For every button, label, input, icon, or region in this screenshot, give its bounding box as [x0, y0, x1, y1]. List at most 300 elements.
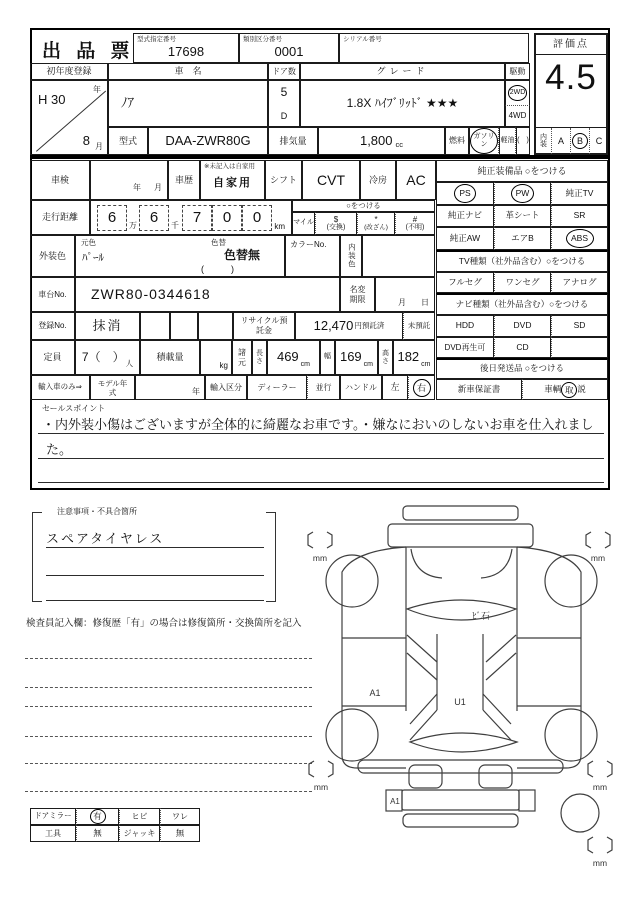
class-number-value: 0001: [274, 43, 304, 59]
first-reg-year-suffix: 年: [93, 85, 101, 94]
sales-point-line3: [38, 463, 604, 483]
pillar-rear-left: [410, 694, 437, 740]
notes-text1: スペアタイヤレス: [46, 531, 165, 546]
equip-navi: 純正ナビ: [447, 210, 482, 221]
chassis-no-label: 車台No.: [38, 289, 67, 299]
handle-right-cell: [408, 375, 435, 400]
fuel-other-cell: [516, 127, 530, 155]
rear-lamp-right: [479, 765, 512, 788]
mileage-digit-box: [212, 205, 242, 231]
mileage-cell: [90, 200, 292, 235]
drive-header: [505, 63, 530, 80]
equip-pw-cell: [494, 182, 551, 205]
mileage-d1: 6: [107, 209, 117, 227]
doors-value: 5: [280, 85, 288, 99]
navi-dvdplay-cell: [436, 337, 494, 358]
equip-navi-cell: [436, 205, 494, 227]
spec-header: [232, 340, 252, 375]
length-value: 469: [276, 349, 299, 365]
cooling-cell: [396, 160, 436, 200]
first-reg-label: 初年度登録: [46, 66, 92, 77]
interior-grade-b: [570, 128, 589, 154]
tv-type-header: [436, 250, 608, 272]
notes-bracket-left: [32, 512, 42, 602]
history-label: 車歴: [174, 174, 193, 185]
navi-blank-cell: [551, 337, 608, 358]
grade-label: グレード: [376, 66, 429, 77]
inspector-line: [25, 687, 312, 688]
drive-label: 駆動: [509, 66, 526, 76]
tools-label-cell: [30, 825, 76, 842]
recycle-cell: [295, 312, 403, 340]
handle-right-selected: 右: [413, 379, 431, 397]
shift-header: [265, 160, 302, 200]
spare-tire: [561, 794, 599, 832]
reg-no-label: 登録No.: [38, 321, 67, 331]
fuel-gasoline-selected: ガソリン: [470, 128, 498, 154]
rating-label: 評価点: [553, 38, 589, 50]
navi-type-header: [436, 293, 608, 315]
first-reg-era: H 30: [38, 92, 66, 107]
drive-4wd-cell: [505, 106, 530, 127]
mileage-label: 走行距離: [41, 212, 78, 223]
type-number-box: [133, 33, 239, 63]
reg-blank-cell: [140, 312, 170, 340]
recycle-header: [233, 312, 295, 340]
interior-label-cell: [536, 128, 551, 154]
mm-bracket-bottom-right: [588, 761, 612, 792]
sales-point-label: セールスポイント: [42, 404, 106, 413]
recycle-amount: 12,470: [313, 317, 354, 333]
length-cell: [267, 340, 320, 375]
reg-no-value: 抹消: [92, 317, 123, 333]
equip-header: [436, 160, 608, 182]
tv-analog: アナログ: [562, 276, 597, 287]
wiper-right: [481, 549, 512, 578]
sales-point-line2: [38, 439, 604, 459]
tools-value-cell: [76, 825, 119, 842]
model-code-cell: [148, 127, 268, 155]
mirror-label-cell: [30, 808, 76, 825]
color-change-label: 色替: [211, 238, 226, 247]
door-mirror-selected: 有: [90, 809, 106, 824]
mirror-hibi-cell: [119, 808, 160, 825]
drive-4wd: 4WD: [508, 111, 527, 121]
pillar-front-left: [407, 635, 437, 680]
first-reg-header: [30, 63, 108, 80]
warranty-book: 新車保証書: [457, 383, 501, 394]
mm-bracket-top-right: [586, 532, 610, 563]
class-number-label: 類別区分番号: [243, 36, 282, 43]
equip-sr: SR: [573, 210, 586, 221]
mirror-value-cell: [76, 808, 119, 825]
height-cell: [393, 340, 435, 375]
import-parallel-cell: [307, 375, 340, 400]
height-value: 182: [397, 349, 420, 365]
mileage-man: 万: [129, 220, 137, 230]
sales-point-line1: [38, 414, 604, 434]
mileage-dollar-cell: [315, 212, 357, 235]
notes-bracket-right: [266, 512, 276, 602]
hash-option-sub: (不明): [405, 224, 425, 232]
load-label: 積載量: [156, 352, 184, 363]
interior-a: A: [557, 135, 564, 146]
serial-number-label: シリアル番号: [343, 36, 382, 43]
navi-sd: SD: [573, 320, 586, 331]
mileage-digit-box: [97, 205, 127, 231]
tools-label: 工具: [45, 828, 61, 838]
svg-text:mm: mm: [590, 553, 606, 563]
history-cell: [200, 160, 265, 200]
navi-cd: CD: [516, 341, 529, 352]
rear-right-wheel: [545, 709, 597, 761]
recycle-alt: 未預託: [407, 320, 431, 330]
width-cell: [335, 340, 378, 375]
base-color-label: 元色: [81, 238, 96, 247]
type-number-value: 17698: [167, 43, 205, 59]
mm-bracket-top-left: [308, 532, 332, 563]
rear-bumper: [402, 790, 519, 810]
interior-color-cell: [362, 235, 435, 277]
chassis-no-cell: [75, 277, 340, 312]
jack-value: 無: [175, 827, 185, 838]
length-header: [252, 340, 267, 375]
width-unit: cm: [363, 360, 374, 368]
length-unit: cm: [300, 360, 311, 368]
model-year-cell: [135, 375, 205, 400]
svg-text:mm: mm: [312, 553, 328, 563]
interior-grade-c: [589, 128, 608, 154]
equip-leather-cell: [494, 205, 551, 227]
rear-lower-bar: [403, 814, 518, 827]
rear-band: [358, 760, 563, 773]
shaken-year-suffix: 年: [133, 182, 141, 192]
mileage-header: [30, 200, 90, 235]
name-change-day: 日: [421, 297, 429, 307]
doors-header: [268, 63, 300, 80]
rear-left-wheel: [326, 709, 378, 761]
import-only-header: [30, 375, 90, 400]
manual-circled: 取: [561, 382, 577, 398]
roof-front-bar: [403, 506, 518, 520]
cooling-label: 冷房: [368, 174, 387, 185]
shaken-month-suffix: 月: [154, 182, 162, 192]
handle-left: 左: [390, 382, 400, 393]
grade-header: [300, 63, 505, 80]
cooling-value: AC: [406, 171, 426, 188]
mile-option: マイル: [293, 219, 314, 227]
rear-bumper-cap-right: [519, 790, 535, 811]
windshield: [407, 600, 516, 620]
svg-text:mm: mm: [592, 782, 608, 792]
navi-type-label: ナビ種類（社外品含む）○をつける: [455, 298, 589, 309]
equip-abs-selected: ABS: [566, 229, 594, 248]
door-mirror-label: ドアミラー: [34, 811, 72, 821]
height-header: [378, 340, 393, 375]
interior-color-header: [340, 235, 362, 277]
equip-aw: 純正AW: [449, 232, 481, 243]
shaken-label: 車検: [50, 174, 69, 185]
car-name-label: 車 名: [174, 66, 202, 77]
equip-ps-selected: PS: [454, 184, 476, 203]
jack-label: ジャッキ: [123, 828, 156, 838]
page-title: 出 品 票: [42, 41, 135, 62]
equip-aw-cell: [436, 227, 494, 250]
reg-blank-cell: [170, 312, 198, 340]
import-only-label: 輸入車のみ⇒: [38, 382, 82, 392]
first-reg-month: 8: [82, 133, 90, 149]
model-code-header: [108, 127, 148, 155]
navi-hdd: HDD: [455, 320, 475, 331]
name-change-header: [340, 277, 375, 312]
displacement-header: [268, 127, 318, 155]
handle-header: [340, 375, 382, 400]
inspector-line: [25, 763, 312, 764]
mileage-mark-strip: [292, 200, 435, 212]
displacement-value: 1,800: [359, 132, 393, 148]
mm-bracket-spare: [588, 837, 612, 868]
warranty-cell: [436, 379, 522, 400]
mileage-digit-box: [139, 205, 169, 231]
break-label: ワレ: [172, 811, 188, 821]
fuel-other: ( ): [517, 136, 529, 144]
height-label: 高さ: [382, 349, 389, 365]
svg-text:mm: mm: [313, 782, 329, 792]
fuel-gasoline-cell: [469, 127, 499, 155]
front-left-wheel: [326, 555, 378, 607]
inspector-line: [25, 791, 312, 792]
equip-header-label: 純正装備品 ○をつける: [477, 165, 567, 176]
load-unit: kg: [219, 360, 228, 370]
interior-label: 内装: [540, 133, 547, 148]
width-header: [320, 340, 335, 375]
left-side-panel: [342, 547, 406, 768]
name-change-cell: [375, 277, 435, 312]
exterior-color-cell: [75, 235, 285, 277]
history-value: 自家用: [213, 177, 252, 190]
navi-dvd-cell: [494, 315, 551, 337]
equip-ps-cell: [436, 182, 494, 205]
exterior-color-header: [30, 235, 75, 277]
car-name-cell: [108, 80, 268, 127]
capacity-value: 7（ ）: [81, 349, 125, 364]
color-no-label: カラーNo.: [290, 240, 327, 249]
shaken-header: [30, 160, 90, 200]
right-door-lines: [517, 638, 581, 706]
tv-fullseg: フルセグ: [448, 276, 482, 287]
class-number-box: [239, 33, 339, 63]
parallel-option: 並行: [315, 382, 332, 392]
crack-label: ヒビ: [131, 811, 148, 821]
tv-full-cell: [436, 272, 494, 293]
shift-value: CVT: [317, 171, 345, 188]
base-color-value: ﾊﾟｰﾙ: [82, 252, 104, 264]
windshield-damage-mark: ﾋﾞ石: [471, 611, 491, 621]
length-label: 長さ: [256, 349, 263, 365]
capacity-label: 定員: [43, 352, 62, 363]
cooling-header: [360, 160, 396, 200]
shift-cell: [302, 160, 360, 200]
mileage-d4: 0: [222, 209, 232, 227]
model-year-label: モデル年式: [97, 378, 128, 397]
jack-label-cell: [119, 825, 160, 842]
inspector-line: [25, 736, 312, 737]
interior-c: C: [595, 135, 603, 146]
reg-blank-cell: [198, 312, 233, 340]
tools-value: 無: [93, 827, 102, 838]
tv-one-cell: [494, 272, 551, 293]
notes-label: 注意事項・不具合箇所: [54, 506, 140, 517]
width-label: 幅: [324, 353, 331, 361]
sales-point-text2: た。: [46, 442, 73, 457]
notes-line1: [46, 526, 264, 548]
navi-sd-cell: [551, 315, 608, 337]
tv-type-label: TV種類（社外品含む）○をつける: [458, 255, 586, 266]
import-dealer-cell: [247, 375, 307, 400]
load-cell: [200, 340, 232, 375]
chassis-no-value: ZWR80-0344618: [91, 286, 211, 303]
interior-b-circled: B: [572, 133, 588, 149]
navi-dvdplay: DVD再生可: [444, 342, 486, 352]
grade-value: 1.8X ﾊｲﾌﾞﾘｯﾄﾞ ★★★: [346, 95, 459, 110]
model-year-suffix: 年: [192, 386, 200, 396]
history-note: ※未記入は自家用: [204, 163, 255, 170]
handle-label: ハンドル: [345, 382, 377, 392]
notes-line3: [46, 579, 264, 601]
rating-score: 4.5: [545, 58, 597, 97]
dollar-option: $: [333, 214, 339, 224]
equip-pw-selected: PW: [511, 184, 534, 203]
right-side-panel: [517, 547, 581, 768]
mileage-d5: 0: [252, 209, 262, 227]
star-option: *: [374, 215, 378, 225]
displacement-label: 排気量: [279, 135, 307, 146]
equip-sr-cell: [551, 205, 608, 227]
front-bumper: [388, 524, 533, 547]
doors-sub-value: D: [280, 110, 288, 121]
manual-cell: [522, 379, 608, 400]
shift-label: シフト: [269, 174, 297, 185]
mirror-ware-cell: [160, 808, 200, 825]
navi-cd-cell: [494, 337, 551, 358]
fuel-label: 燃料: [449, 136, 465, 146]
mileage-d3: 7: [192, 209, 202, 227]
mileage-mile-cell: [292, 212, 315, 235]
manual-post: 説: [577, 383, 586, 394]
rating-header: [534, 33, 608, 55]
inspector-line: [25, 658, 312, 659]
floor-damage-mark: U1: [454, 697, 466, 707]
drive-2wd-selected: 2WD: [508, 85, 528, 101]
handle-left-cell: [382, 375, 408, 400]
dealer-option: ディーラー: [257, 382, 297, 392]
mileage-unit: km: [274, 221, 285, 231]
equip-tv: 純正TV: [565, 187, 594, 198]
later-ship-label: 後日発送品 ○をつける: [480, 363, 564, 374]
equip-tv-cell: [551, 182, 608, 205]
spec-label: 諸元: [238, 347, 246, 367]
capacity-unit: 人: [125, 359, 134, 369]
fuel-header: [445, 127, 469, 155]
mileage-star-cell: [357, 212, 395, 235]
color-change-value: 色替無: [224, 248, 261, 262]
front-right-wheel: [545, 555, 597, 607]
shaken-cell: [90, 160, 168, 200]
exterior-color-label: 外装色: [38, 250, 66, 261]
equip-leather: 革シート: [505, 210, 540, 221]
name-change-month: 月: [398, 297, 406, 307]
notes-line2: [46, 554, 264, 576]
manual-pre: 車輌: [544, 383, 562, 394]
interior-grade-a: [551, 128, 570, 154]
car-name-value: ﾉｱ: [121, 95, 134, 111]
history-header: [168, 160, 200, 200]
inspector-label: 検査員記入欄：修復歴「有」の場合は修復箇所・交換箇所を記入: [26, 618, 302, 629]
model-code-value: DAA-ZWR80G: [165, 132, 251, 148]
car-name-header: [108, 63, 268, 80]
pillar-rear-right: [483, 694, 511, 740]
car-damage-diagram: [295, 498, 630, 893]
equip-airb: エアB: [511, 232, 534, 243]
navi-hdd-cell: [436, 315, 494, 337]
svg-text:mm: mm: [592, 858, 608, 868]
jack-value-cell: [160, 825, 200, 842]
doors-label: ドア数: [272, 66, 296, 76]
section-divider: [30, 155, 610, 159]
capacity-header: [30, 340, 75, 375]
mm-bracket-bottom-left: [309, 761, 333, 792]
reg-no-cell: [75, 312, 140, 340]
equip-abs-cell: [551, 227, 608, 250]
import-class-header: [205, 375, 247, 400]
circle-note: ○をつける: [346, 200, 381, 210]
later-ship-header: [436, 358, 608, 379]
equip-airb-cell: [494, 227, 551, 250]
first-reg-month-suffix: 月: [95, 141, 103, 151]
fuel-diesel: 軽油: [500, 136, 515, 144]
displacement-cell: [318, 127, 445, 155]
height-unit: cm: [421, 360, 431, 368]
doors-cell: [268, 80, 300, 127]
interior-color-label: 内装色: [347, 243, 357, 269]
rear-lamp-left: [409, 765, 442, 788]
rear-window: [410, 733, 517, 752]
star-option-sub: (改ざん): [364, 224, 388, 232]
tv-oneseg: ワンセグ: [505, 276, 540, 287]
color-no-cell: [285, 235, 340, 277]
drive-2wd-cell: [505, 80, 530, 106]
displacement-unit: cc: [395, 140, 404, 150]
bumper-damage-mark: A1: [390, 797, 400, 806]
import-class-label: 輸入区分: [210, 382, 242, 392]
capacity-cell: [75, 340, 140, 375]
type-number-label: 型式指定番号: [137, 36, 176, 43]
mileage-digit-box: [242, 205, 272, 231]
recycle-suffix: 円預託済: [354, 320, 385, 330]
mileage-digit-box: [182, 205, 212, 231]
recycle-label: リサイクル預託金: [240, 316, 288, 335]
wiper-left: [411, 549, 442, 578]
grade-cell: [300, 80, 505, 127]
sales-point-text1: ・内外装小傷はございますが全体的に綺麗なお車です。・嫌なにおいのしないお車を仕入れまし: [42, 417, 594, 432]
dollar-option-sub: (交換): [326, 224, 346, 232]
hash-option: #: [412, 214, 418, 224]
navi-dvd: DVD: [513, 320, 532, 331]
load-header: [140, 340, 200, 375]
mileage-hash-cell: [395, 212, 435, 235]
reg-no-header: [30, 312, 75, 340]
mileage-sen: 千: [171, 220, 179, 230]
